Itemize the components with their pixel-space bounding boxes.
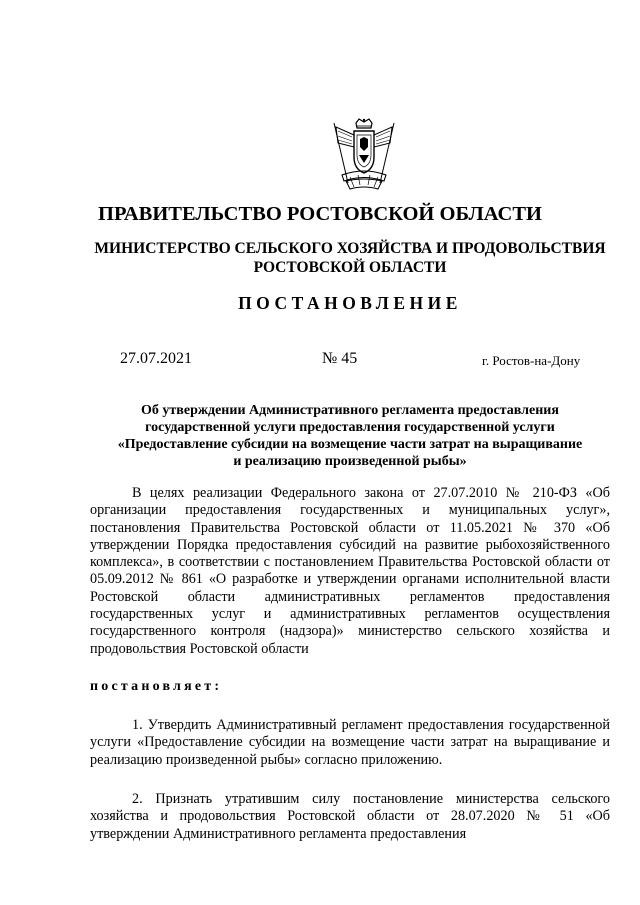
item-2-paragraph — [90, 791, 610, 843]
document-subject — [90, 402, 610, 470]
item-1-text: 1. Утвердить Административный регламент предоставления государственной услуги «Предоставление субсидии на возмещение части затрат на выращивание и реализацию произведенной рыбы» согласно приложению. — [90, 717, 610, 768]
subject-line-1: Об утверждении Административного регламента предоставления — [141, 403, 559, 418]
document-number: № 45 — [322, 350, 358, 367]
item-2-text: 2. Признать утратившим силу постановление министерства сельского хозяйства и продовольствия Ростовской области от 28.07.2020 № 51 «Об утверждении Административного регламента предоставления — [90, 791, 610, 842]
government-title: ПРАВИТЕЛЬСТВО РОСТОВСКОЙ ОБЛАСТИ — [98, 203, 542, 225]
subject-line-3: «Предоставление субсидии на возмещение части затрат на выращивание — [117, 437, 583, 452]
preamble-paragraph — [90, 485, 610, 658]
document-date: 27.07.2021 — [120, 350, 192, 367]
document-city: г. Ростов-на-Дону — [482, 353, 581, 368]
coat-of-arms-icon — [328, 117, 400, 193]
decree-word: постановляет: — [90, 679, 223, 694]
subject-line-2: государственной услуги предоставления государственной услуги — [145, 420, 555, 435]
item-1-paragraph — [90, 717, 610, 769]
subject-line-4: и реализацию произведенной рыбы» — [233, 454, 467, 469]
ministry-title-line-1: МИНИСТЕРСТВО СЕЛЬСКОГО ХОЗЯЙСТВА И ПРОДОВОЛЬСТВИЯ — [94, 240, 606, 257]
document-type: ПОСТАНОВЛЕНИЕ — [238, 293, 462, 313]
preamble-text: В целях реализации Федерального закона от 27.07.2010 № 210-ФЗ «Об организации предоставления государственных и муниципальных услуг», постановления Правительства Ростовской области от 11.05.2021 № 370 «Об утверждении Порядка предоставления субсидий на развитие рыбохозяйственного комплекса», в соответствии с постановлением Правительства Ростовской области от 05.09.2012 № 861 «О разработке и утверждении органами исполнительной власти Ростовской области административных регламентов предоставления государственных услуг и административных регламентов осуществления государственного контроля (надзора)» министерство сельского хозяйства и продовольствия Ростовской области — [90, 485, 610, 657]
ministry-title-line-2: РОСТОВСКОЙ ОБЛАСТИ — [253, 259, 447, 276]
ministry-title — [0, 239, 640, 277]
